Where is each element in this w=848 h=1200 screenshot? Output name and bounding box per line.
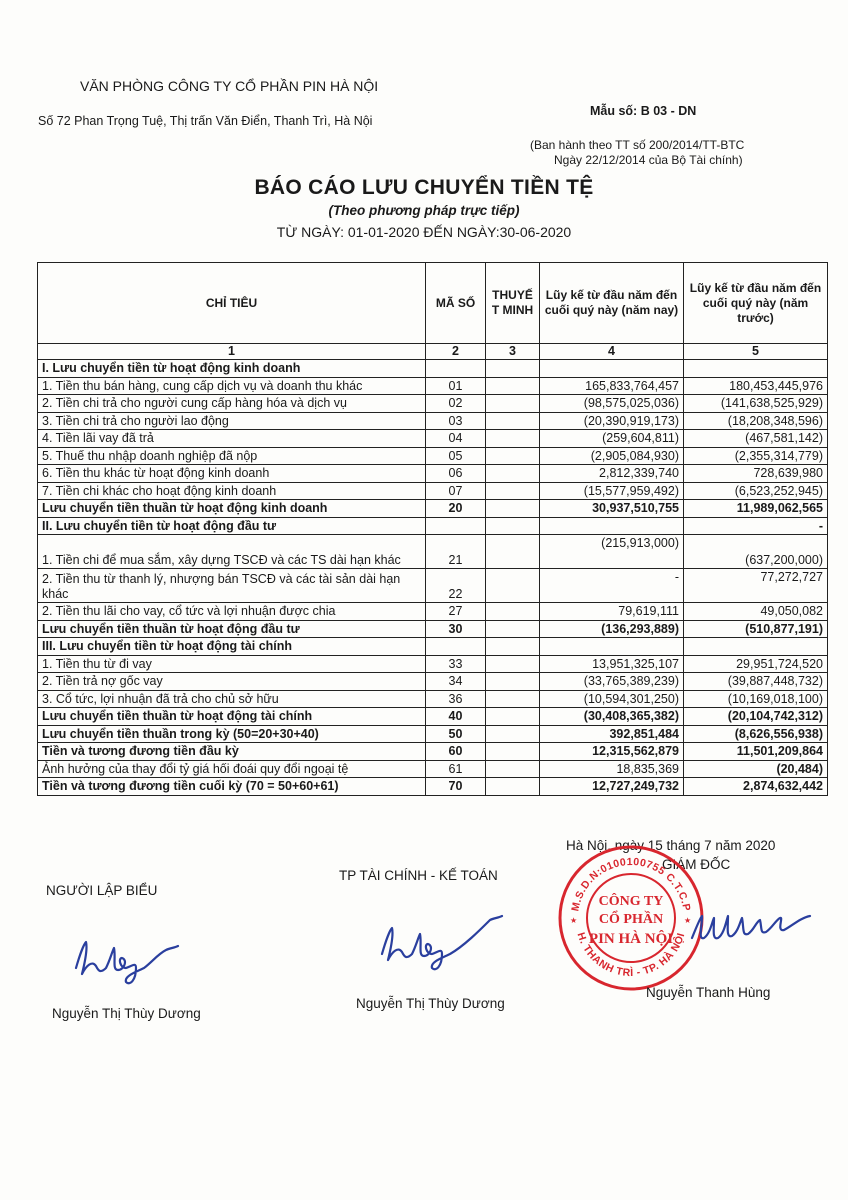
row-current: (10,594,301,250) bbox=[540, 690, 684, 708]
header-code: MÃ SỐ bbox=[426, 263, 486, 344]
row-current bbox=[540, 517, 684, 535]
col-number: 1 bbox=[38, 344, 426, 360]
seal-line-2: CỔ PHẦN bbox=[598, 912, 664, 927]
row-code: 60 bbox=[426, 743, 486, 761]
row-current: (259,604,811) bbox=[540, 430, 684, 448]
table-row bbox=[38, 569, 828, 603]
row-label: 6. Tiền thu khác từ hoạt động kinh doanh bbox=[38, 465, 426, 483]
row-code: 06 bbox=[426, 465, 486, 483]
form-number: Mẫu số: B 03 - DN bbox=[590, 104, 697, 118]
director-name: Nguyễn Thanh Hùng bbox=[646, 985, 771, 1000]
row-current: 12,727,249,732 bbox=[540, 778, 684, 796]
row-note bbox=[486, 517, 540, 535]
col-number: 5 bbox=[684, 344, 828, 360]
director-signature bbox=[684, 888, 824, 958]
row-current bbox=[540, 638, 684, 656]
row-label: Lưu chuyển tiền thuần từ hoạt động tài chính bbox=[38, 708, 426, 726]
preparer-name: Nguyễn Thị Thùy Dương bbox=[52, 1006, 201, 1021]
seal-ring-top: M.S.D.N:0100100755 C.T.C.P bbox=[569, 855, 693, 913]
col-number: 2 bbox=[426, 344, 486, 360]
table-row bbox=[38, 395, 828, 413]
row-current: 79,619,111 bbox=[540, 603, 684, 621]
row-label: Tiền và tương đương tiền đầu kỳ bbox=[38, 743, 426, 761]
table-row bbox=[38, 690, 828, 708]
table-row bbox=[38, 673, 828, 691]
row-previous: (510,877,191) bbox=[684, 620, 828, 638]
row-note bbox=[486, 673, 540, 691]
table-row bbox=[38, 743, 828, 761]
accountant-name: Nguyễn Thị Thùy Dương bbox=[356, 996, 505, 1011]
row-code: 05 bbox=[426, 447, 486, 465]
issued-by-line-2: Ngày 22/12/2014 của Bộ Tài chính) bbox=[554, 153, 743, 167]
row-previous: 11,989,062,565 bbox=[684, 500, 828, 518]
row-code: 50 bbox=[426, 725, 486, 743]
row-note bbox=[486, 708, 540, 726]
header-note: THUYẾ T MINH bbox=[486, 263, 540, 344]
table-row bbox=[38, 412, 828, 430]
row-note bbox=[486, 465, 540, 483]
row-code: 61 bbox=[426, 760, 486, 778]
row-label: Tiền và tương đương tiền cuối kỳ (70 = 50+60+61) bbox=[38, 778, 426, 796]
row-note bbox=[486, 535, 540, 569]
row-current: 30,937,510,755 bbox=[540, 500, 684, 518]
row-code: 70 bbox=[426, 778, 486, 796]
row-previous: (2,355,314,779) bbox=[684, 447, 828, 465]
row-note bbox=[486, 760, 540, 778]
row-code bbox=[426, 638, 486, 656]
row-code: 21 bbox=[426, 535, 486, 569]
row-label: Lưu chuyển tiền thuần trong kỳ (50=20+30+40) bbox=[38, 725, 426, 743]
row-code: 01 bbox=[426, 377, 486, 395]
row-previous: - bbox=[684, 517, 828, 535]
table-row bbox=[38, 447, 828, 465]
table-row bbox=[38, 482, 828, 500]
row-note bbox=[486, 569, 540, 603]
row-note bbox=[486, 447, 540, 465]
row-current: (20,390,919,173) bbox=[540, 412, 684, 430]
table-row bbox=[38, 430, 828, 448]
row-label: III. Lưu chuyển tiền từ hoạt động tài chính bbox=[38, 638, 426, 656]
row-note bbox=[486, 412, 540, 430]
row-current: 12,315,562,879 bbox=[540, 743, 684, 761]
row-note bbox=[486, 482, 540, 500]
row-previous: 11,501,209,864 bbox=[684, 743, 828, 761]
row-code: 33 bbox=[426, 655, 486, 673]
row-note bbox=[486, 377, 540, 395]
row-current: 392,851,484 bbox=[540, 725, 684, 743]
table-row bbox=[38, 725, 828, 743]
row-previous bbox=[684, 638, 828, 656]
row-code: 40 bbox=[426, 708, 486, 726]
row-label: 1. Tiền chi để mua sắm, xây dựng TSCĐ và các TS dài hạn khác bbox=[38, 535, 426, 569]
row-previous: (18,208,348,596) bbox=[684, 412, 828, 430]
row-label: 7. Tiền chi khác cho hoạt động kinh doanh bbox=[38, 482, 426, 500]
row-previous: 2,874,632,442 bbox=[684, 778, 828, 796]
row-code: 22 bbox=[426, 569, 486, 603]
row-previous: 29,951,724,520 bbox=[684, 655, 828, 673]
row-label: 2. Tiền thu lãi cho vay, cổ tức và lợi nhuận được chia bbox=[38, 603, 426, 621]
row-code: 34 bbox=[426, 673, 486, 691]
row-previous: 77,272,727 bbox=[684, 569, 828, 603]
row-code bbox=[426, 360, 486, 378]
table-row bbox=[38, 465, 828, 483]
row-current: 18,835,369 bbox=[540, 760, 684, 778]
row-previous: (141,638,525,929) bbox=[684, 395, 828, 413]
row-label: I. Lưu chuyển tiền từ hoạt động kinh doanh bbox=[38, 360, 426, 378]
row-code: 03 bbox=[426, 412, 486, 430]
row-code: 27 bbox=[426, 603, 486, 621]
table-row bbox=[38, 517, 828, 535]
accountant-signature bbox=[370, 910, 520, 980]
table-row bbox=[38, 500, 828, 518]
report-subtitle: (Theo phương pháp trực tiếp) bbox=[328, 203, 520, 218]
row-note bbox=[486, 603, 540, 621]
row-note bbox=[486, 690, 540, 708]
row-previous: (6,523,252,945) bbox=[684, 482, 828, 500]
row-note bbox=[486, 620, 540, 638]
table-row bbox=[38, 760, 828, 778]
row-current: (30,408,365,382) bbox=[540, 708, 684, 726]
table-row bbox=[38, 620, 828, 638]
row-previous: 180,453,445,976 bbox=[684, 377, 828, 395]
row-label: 2. Tiền thu từ thanh lý, nhượng bán TSCĐ và các tài sản dài hạn khác bbox=[38, 569, 426, 603]
row-code: 04 bbox=[426, 430, 486, 448]
preparer-title: NGƯỜI LẬP BIỂU bbox=[46, 883, 158, 898]
seal-star-icon: ★ bbox=[570, 916, 578, 925]
row-previous: (20,484) bbox=[684, 760, 828, 778]
company-name: VĂN PHÒNG CÔNG TY CỔ PHẦN PIN HÀ NỘI bbox=[80, 78, 379, 94]
row-code: 20 bbox=[426, 500, 486, 518]
row-code: 02 bbox=[426, 395, 486, 413]
row-label: 1. Tiền thu từ đi vay bbox=[38, 655, 426, 673]
row-code: 30 bbox=[426, 620, 486, 638]
cash-flow-table bbox=[37, 262, 828, 796]
table-row bbox=[38, 638, 828, 656]
row-note bbox=[486, 395, 540, 413]
row-previous: 49,050,082 bbox=[684, 603, 828, 621]
row-code bbox=[426, 517, 486, 535]
header-current: Lũy kế từ đầu năm đến cuối quý này (năm nay) bbox=[540, 263, 684, 344]
row-label: 3. Tiền chi trả cho người lao động bbox=[38, 412, 426, 430]
row-previous: 728,639,980 bbox=[684, 465, 828, 483]
row-current: (33,765,389,239) bbox=[540, 673, 684, 691]
row-current bbox=[540, 360, 684, 378]
row-code: 36 bbox=[426, 690, 486, 708]
row-note bbox=[486, 638, 540, 656]
row-current: (136,293,889) bbox=[540, 620, 684, 638]
seal-ring-bottom: H. THANH TRÌ - TP. HÀ NỘI bbox=[574, 931, 688, 980]
row-note bbox=[486, 360, 540, 378]
row-label: 1. Tiền thu bán hàng, cung cấp dịch vụ và doanh thu khác bbox=[38, 377, 426, 395]
header-previous: Lũy kế từ đầu năm đến cuối quý này (năm trước) bbox=[684, 263, 828, 344]
row-previous: (637,200,000) bbox=[684, 535, 828, 569]
table-row bbox=[38, 708, 828, 726]
col-number: 4 bbox=[540, 344, 684, 360]
seal-line-3: PIN HÀ NỘI bbox=[588, 931, 674, 947]
row-current: 165,833,764,457 bbox=[540, 377, 684, 395]
accountant-title: TP TÀI CHÍNH - KẾ TOÁN bbox=[339, 868, 498, 883]
preparer-signature bbox=[66, 930, 196, 990]
row-label: 3. Cổ tức, lợi nhuận đã trả cho chủ sở hữu bbox=[38, 690, 426, 708]
row-note bbox=[486, 743, 540, 761]
table-row bbox=[38, 603, 828, 621]
row-previous: (10,169,018,100) bbox=[684, 690, 828, 708]
row-label: 2. Tiền chi trả cho người cung cấp hàng hóa và dịch vụ bbox=[38, 395, 426, 413]
row-note bbox=[486, 725, 540, 743]
company-address: Số 72 Phan Trọng Tuệ, Thị trấn Văn Điển, Thanh Trì, Hà Nội bbox=[38, 114, 373, 128]
report-period: TỪ NGÀY: 01-01-2020 ĐẾN NGÀY:30-06-2020 bbox=[276, 224, 572, 240]
row-current: (2,905,084,930) bbox=[540, 447, 684, 465]
row-current: 2,812,339,740 bbox=[540, 465, 684, 483]
row-current: - bbox=[540, 569, 684, 603]
row-note bbox=[486, 500, 540, 518]
row-current: 13,951,325,107 bbox=[540, 655, 684, 673]
row-previous: (467,581,142) bbox=[684, 430, 828, 448]
director-title: GIÁM ĐỐC bbox=[662, 857, 731, 872]
row-note bbox=[486, 655, 540, 673]
row-current: (98,575,025,036) bbox=[540, 395, 684, 413]
table-row bbox=[38, 535, 828, 569]
table-row bbox=[38, 655, 828, 673]
row-note bbox=[486, 778, 540, 796]
header-item: CHỈ TIÊU bbox=[38, 263, 426, 344]
issued-by-line-1: (Ban hành theo TT số 200/2014/TT-BTC bbox=[530, 138, 745, 152]
row-label: Lưu chuyển tiền thuần từ hoạt động kinh doanh bbox=[38, 500, 426, 518]
seal-line-1: CÔNG TY bbox=[598, 894, 664, 909]
signature-date: Hà Nội, ngày 15 tháng 7 năm 2020 bbox=[566, 838, 776, 853]
row-label: Lưu chuyển tiền thuần từ hoạt động đầu tư bbox=[38, 620, 426, 638]
row-label: Ảnh hưởng của thay đổi tỷ giá hối đoái quy đổi ngoại tệ bbox=[38, 760, 426, 778]
row-code: 07 bbox=[426, 482, 486, 500]
row-label: II. Lưu chuyển tiền từ hoạt động đầu tư bbox=[38, 517, 426, 535]
table-row bbox=[38, 778, 828, 796]
row-note bbox=[486, 430, 540, 448]
table-row bbox=[38, 360, 828, 378]
row-label: 5. Thuế thu nhập doanh nghiệp đã nộp bbox=[38, 447, 426, 465]
row-previous: (8,626,556,938) bbox=[684, 725, 828, 743]
row-previous bbox=[684, 360, 828, 378]
row-label: 4. Tiền lãi vay đã trả bbox=[38, 430, 426, 448]
row-previous: (39,887,448,732) bbox=[684, 673, 828, 691]
report-title: BÁO CÁO LƯU CHUYỂN TIỀN TỆ bbox=[254, 176, 594, 199]
row-previous: (20,104,742,312) bbox=[684, 708, 828, 726]
seal-star-icon: ★ bbox=[684, 916, 692, 925]
row-current: (215,913,000) bbox=[540, 535, 684, 569]
table-row bbox=[38, 377, 828, 395]
row-label: 2. Tiền trả nợ gốc vay bbox=[38, 673, 426, 691]
col-number: 3 bbox=[486, 344, 540, 360]
row-current: (15,577,959,492) bbox=[540, 482, 684, 500]
